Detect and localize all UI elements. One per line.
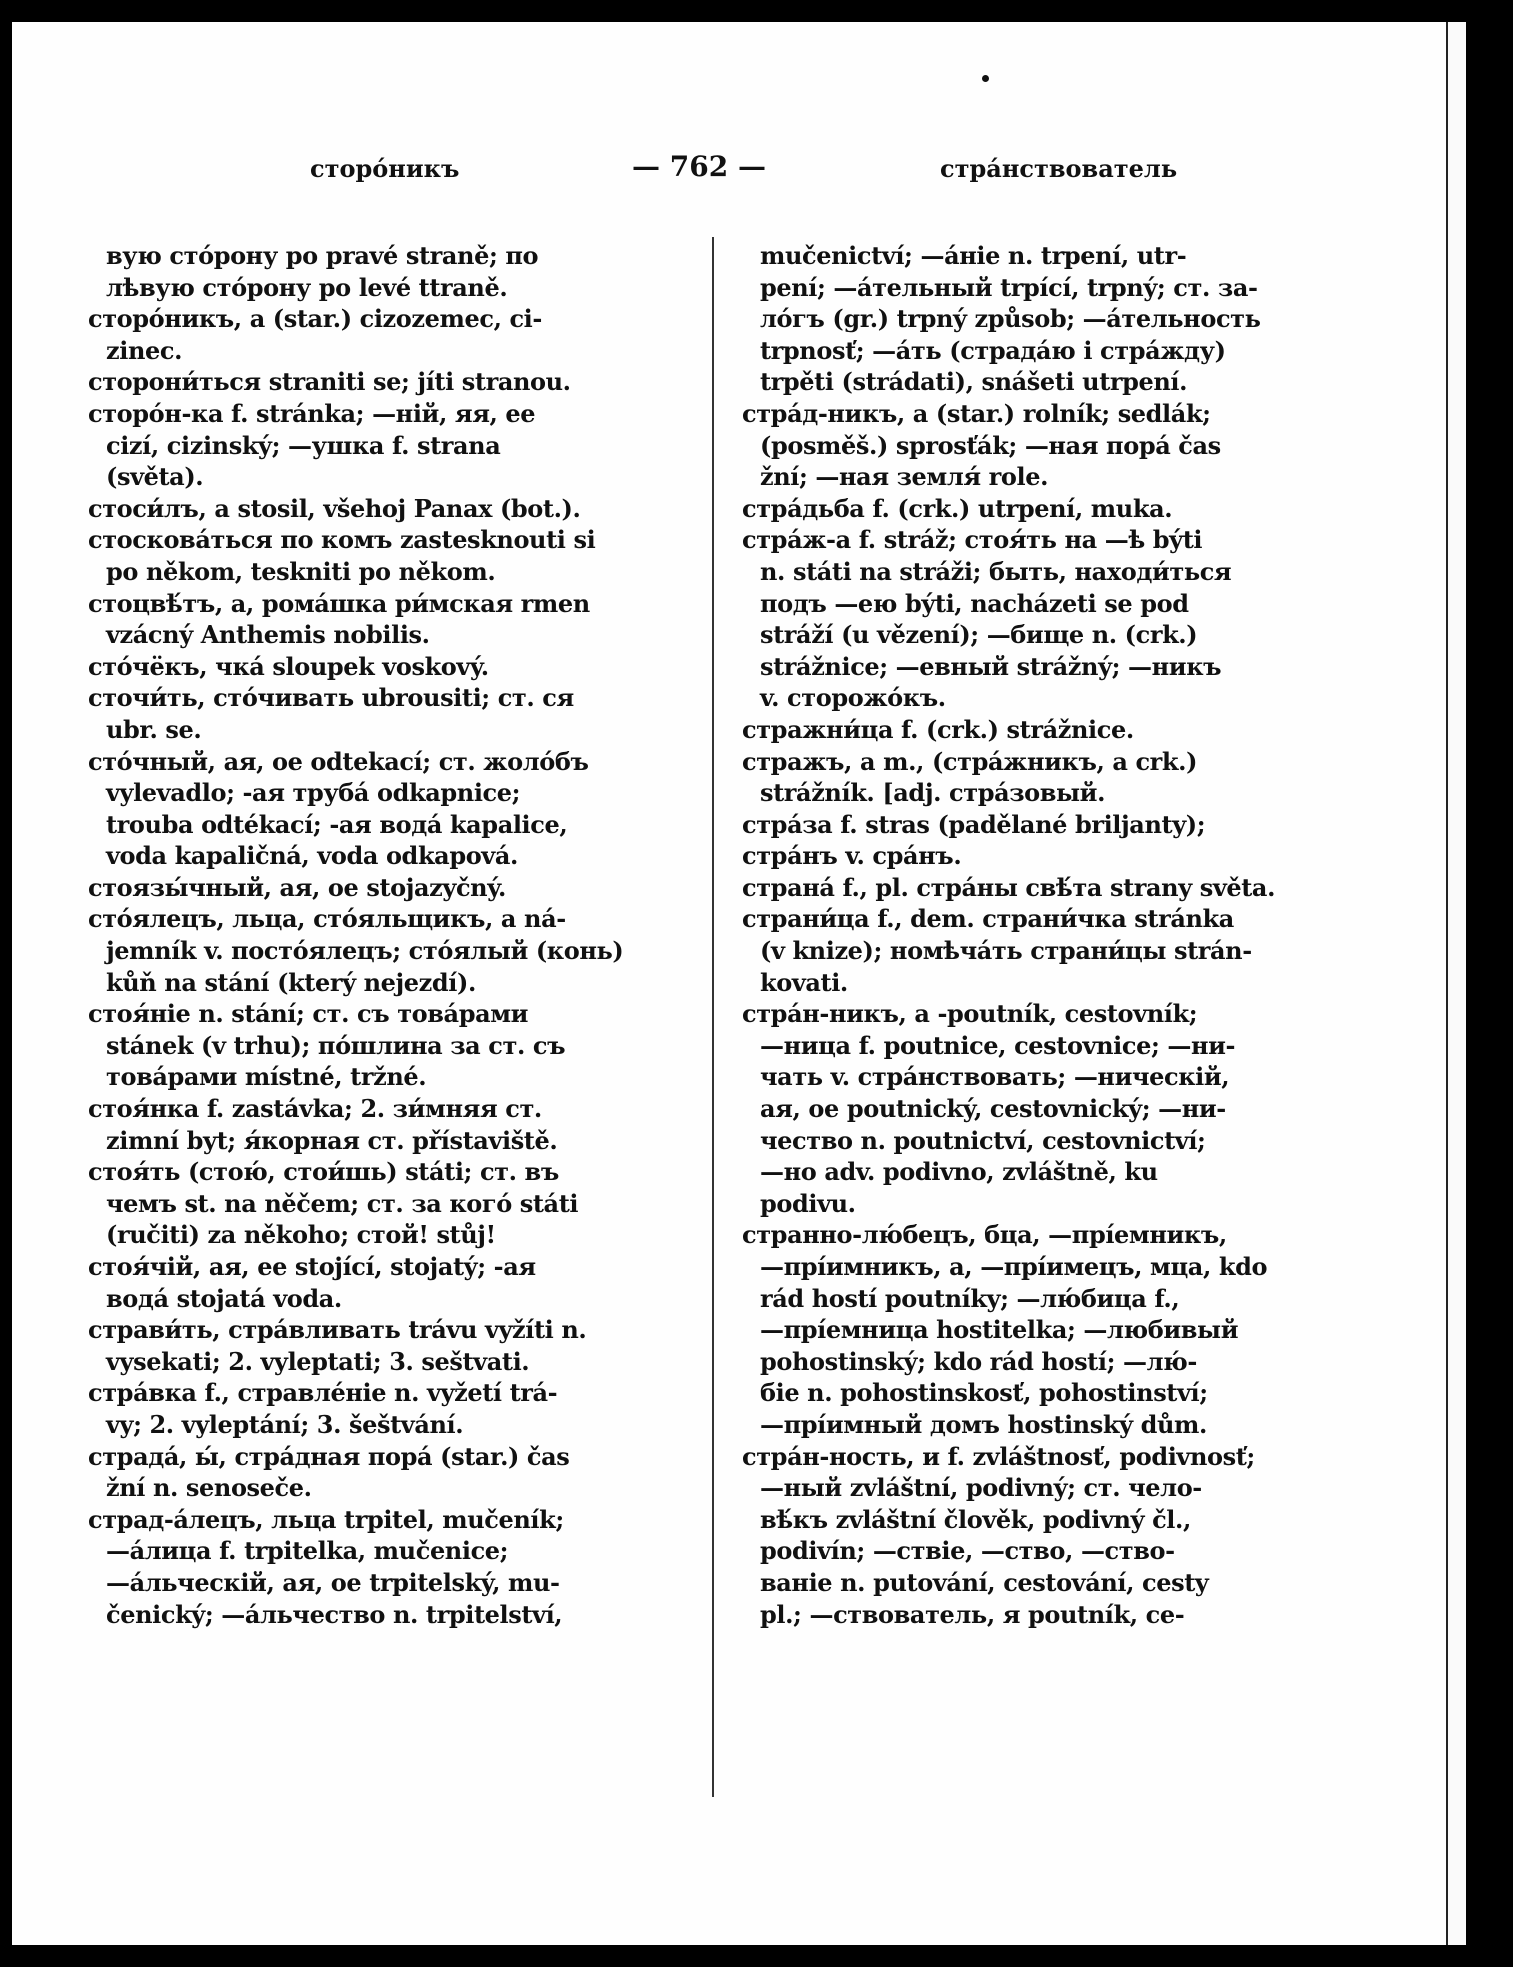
entry-line: стоси́лъ, a stosil, všehoj Panax (bot.).: [88, 493, 581, 523]
entry-line: —прі́имный домъ hostinský dům.: [760, 1409, 1207, 1439]
entry-line: стоя́ть (стою́, стои́шь) státi; ст. въ: [88, 1157, 559, 1187]
entry-line: voda kapaličná, voda odkapová.: [106, 841, 518, 871]
last-headword: стра́нствователь: [940, 154, 1178, 183]
entry-line: trouba odtékací; -ая вода́ kapalice,: [106, 809, 568, 839]
entry-line: стоя́чій, ая, ее stojící, stojatý; -ая: [88, 1252, 536, 1281]
entry-line: vzácný Anthemis nobilis.: [106, 620, 430, 650]
first-headword: сторо́никъ: [310, 154, 460, 183]
entry-line: —ный zvláštní, podivný; ст. чело-: [760, 1473, 1202, 1503]
entry-line: (světa).: [106, 462, 204, 492]
dictionary-page: [12, 22, 1448, 1945]
entry-line: вода́ stojatá voda.: [106, 1283, 342, 1313]
entry-line: stráží (u vězení); —бище n. (crk.): [760, 620, 1198, 650]
entry-line: (posměš.) sprosťák; —ная пора́ čas: [760, 430, 1221, 460]
entry-line: страна́ f., pl. стра́ны свѣ́та strany světa.: [742, 872, 1276, 902]
entry-line: —ница f. poutnice, cestovnice; —ни-: [760, 1030, 1236, 1060]
right-column: [742, 240, 1367, 1630]
entry-line: rád hostí poutníky; —лю́бица f.,: [760, 1283, 1180, 1313]
entry-line: ваніе n. putování, cestování, cesty: [760, 1567, 1209, 1597]
entry-line: вую сто́рону po pravé straně; по: [106, 241, 539, 270]
entry-line: стра́дьба f. (crk.) utrpení, muka.: [742, 493, 1173, 523]
entry-line: v. сторожо́къ.: [760, 683, 946, 713]
entry-line: стра́н-никъ, а -poutník, cestovník;: [742, 999, 1198, 1029]
entry-line: сто́чный, ая, ое odtekací; ст. жоло́бъ: [88, 746, 589, 776]
entry-line: стражъ, а m., (стра́жникъ, а crk.): [742, 746, 1198, 776]
scan-border-top: [0, 0, 1513, 22]
entry-line: странно-лю́бецъ, бца, —прі́емникъ,: [742, 1220, 1227, 1250]
entry-line: ло́гъ (gr.) trpný způsob; —а́тельность: [760, 304, 1261, 334]
entry-line: —а́лица f. trpitelka, mučenice;: [106, 1536, 509, 1566]
entry-line: страда́, ы́, стра́дная пора́ (star.) čas: [88, 1441, 570, 1471]
entry-line: ая, ое poutnický, cestovnický; —ни-: [760, 1094, 1226, 1124]
entry-line: стра́вка f., стравле́ніе n. vyžetí trá-: [88, 1378, 558, 1408]
entry-line: чать v. стра́нствовать; —ническій,: [760, 1062, 1230, 1092]
entry-line: стра́н-ность, и f. zvláštnosť, podivnosť;: [742, 1441, 1255, 1471]
entry-line: сто́чёкъ, чка́ sloupek voskový.: [88, 651, 489, 681]
entry-line: cizí, cizinský; —ушка f. strana: [106, 430, 501, 460]
entry-line: страви́ть, стра́вливать trávu vyžíti n.: [88, 1315, 587, 1345]
entry-line: сторони́ться straniti se; jíti stranou.: [88, 367, 571, 397]
entry-line: ubr. se.: [106, 714, 202, 744]
entry-line: страд-а́лецъ, льца trpitel, mučeník;: [88, 1504, 564, 1534]
entry-line: сторо́никъ, а (star.) cizozemec, ci-: [88, 304, 542, 334]
adjacent-page-edge: [1448, 22, 1466, 1945]
entry-line: vy; 2. vyleptání; 3. šeštvání.: [106, 1409, 464, 1439]
entry-line: strážník. [adj. стра́зовый.: [760, 778, 1106, 808]
entry-line: стоя́ніе n. stání; ст. съ това́рами: [88, 999, 529, 1029]
entry-line: žní n. senoseče.: [106, 1473, 312, 1503]
left-column: [88, 240, 698, 1630]
entry-line: стоя́нка f. zastávka; 2. зи́мняя ст.: [88, 1094, 542, 1124]
entry-line: чество n. poutnictví, cestovnictví;: [760, 1125, 1206, 1155]
entry-line: pl.; —ствователь, я poutník, ce-: [760, 1599, 1185, 1629]
entry-line: стра́нъ v. сра́нъ.: [742, 841, 962, 871]
entry-line: kůň na stání (který nejezdí).: [106, 967, 476, 997]
entry-line: pení; —а́тельный trpící, trpný; ст. за-: [760, 272, 1258, 302]
entry-line: (ručiti) za někoho; стой! stůj!: [106, 1220, 496, 1250]
entry-line: zinec.: [106, 335, 183, 365]
entry-line: страни́ца f., dem. страни́чка stránka: [742, 904, 1234, 934]
entry-line: po někom, teskniti po někom.: [106, 556, 496, 586]
entry-line: trpnosť; —а́ть (страда́ю i стра́жду): [760, 335, 1226, 365]
entry-line: чемъ st. na něčem; ст. за кого́ státi: [106, 1188, 579, 1218]
scan-border-left: [0, 0, 12, 1967]
entry-line: —а́льческій, ая, ое trpitelský, mu-: [106, 1567, 560, 1597]
entry-line: сторо́н-ка f. stránka; —ній, яя, ее: [88, 398, 536, 428]
entry-line: podivín; —ствіе, —ство, —ство-: [760, 1536, 1175, 1566]
entry-line: kovati.: [760, 967, 848, 997]
page-number: — 762 —: [632, 150, 766, 183]
entry-line: čenický; —а́льчество n. trpitelství,: [106, 1599, 563, 1629]
entry-line: podivu.: [760, 1188, 856, 1218]
entry-line: zimní byt; я́корная ст. přístaviště.: [106, 1125, 558, 1155]
entry-line: стра́д-никъ, а (star.) rolník; sedlák;: [742, 398, 1211, 428]
entry-line: стоскова́ться по комъ zastesknouti si: [88, 525, 596, 555]
entry-line: стражни́ца f. (crk.) strážnice.: [742, 714, 1134, 744]
scan-border-bottom: [0, 1945, 1513, 1967]
entry-line: stánek (v trhu); по́шлина за ст. съ: [106, 1030, 566, 1060]
entry-line: стоцвѣ́тъ, а, рома́шка ри́мская rmen: [88, 588, 590, 618]
entry-line: —но adv. podivno, zvláštně, ku: [760, 1157, 1158, 1187]
entry-line: біе n. pohostinskosť, pohostinství;: [760, 1378, 1208, 1408]
entry-line: vylevadlo; -ая труба́ odkapnice;: [106, 778, 521, 808]
entry-line: сто́ялецъ, льца, сто́яльщикъ, а ná-: [88, 904, 566, 934]
entry-line: pohostinský; kdo rád hostí; —лю́-: [760, 1346, 1197, 1376]
entry-line: това́рами místné, tržné.: [106, 1062, 427, 1092]
entry-line: стра́за f. stras (padělané briljanty);: [742, 809, 1206, 839]
entry-line: trpěti (strádati), snášeti utrpení.: [760, 367, 1188, 397]
entry-line: стра́ж-а f. stráž; стоя́ть на —ѣ býti: [742, 525, 1203, 555]
entry-line: вѣ́къ zvláštní člověk, podivný čl.,: [760, 1504, 1191, 1534]
entry-line: подъ —ею býti, nacházeti se pod: [760, 588, 1189, 618]
column-divider: [712, 237, 714, 1797]
entry-line: strážnice; —евный strážný; —никъ: [760, 651, 1222, 681]
print-speck: [982, 75, 989, 82]
entry-line: сточи́ть, сто́чивать ubrousiti; ст. ся: [88, 683, 574, 713]
entry-line: стоязы́чный, ая, ое stojazyčný.: [88, 872, 506, 902]
entry-line: mučenictví; —а́ніе n. trpení, utr-: [760, 241, 1187, 270]
entry-line: jemník v. посто́ялецъ; сто́ялый (конь): [106, 936, 624, 966]
entry-line: vysekati; 2. vyleptati; 3. seštvati.: [106, 1346, 530, 1376]
entry-line: (v knize); номѣча́ть страни́цы strán-: [760, 936, 1252, 966]
entry-line: —прі́имникъ, а, —прі́имецъ, мца, kdo: [760, 1252, 1268, 1281]
entry-line: žní; —ная земля́ role.: [760, 462, 1049, 492]
entry-line: лѣвую сто́рону po levé ttraně.: [106, 272, 508, 302]
running-head: [12, 150, 1446, 194]
entry-line: —прі́емница hostitelka; —любивый: [760, 1315, 1239, 1345]
entry-line: n. státi na stráži; быть, находи́ться: [760, 556, 1232, 586]
